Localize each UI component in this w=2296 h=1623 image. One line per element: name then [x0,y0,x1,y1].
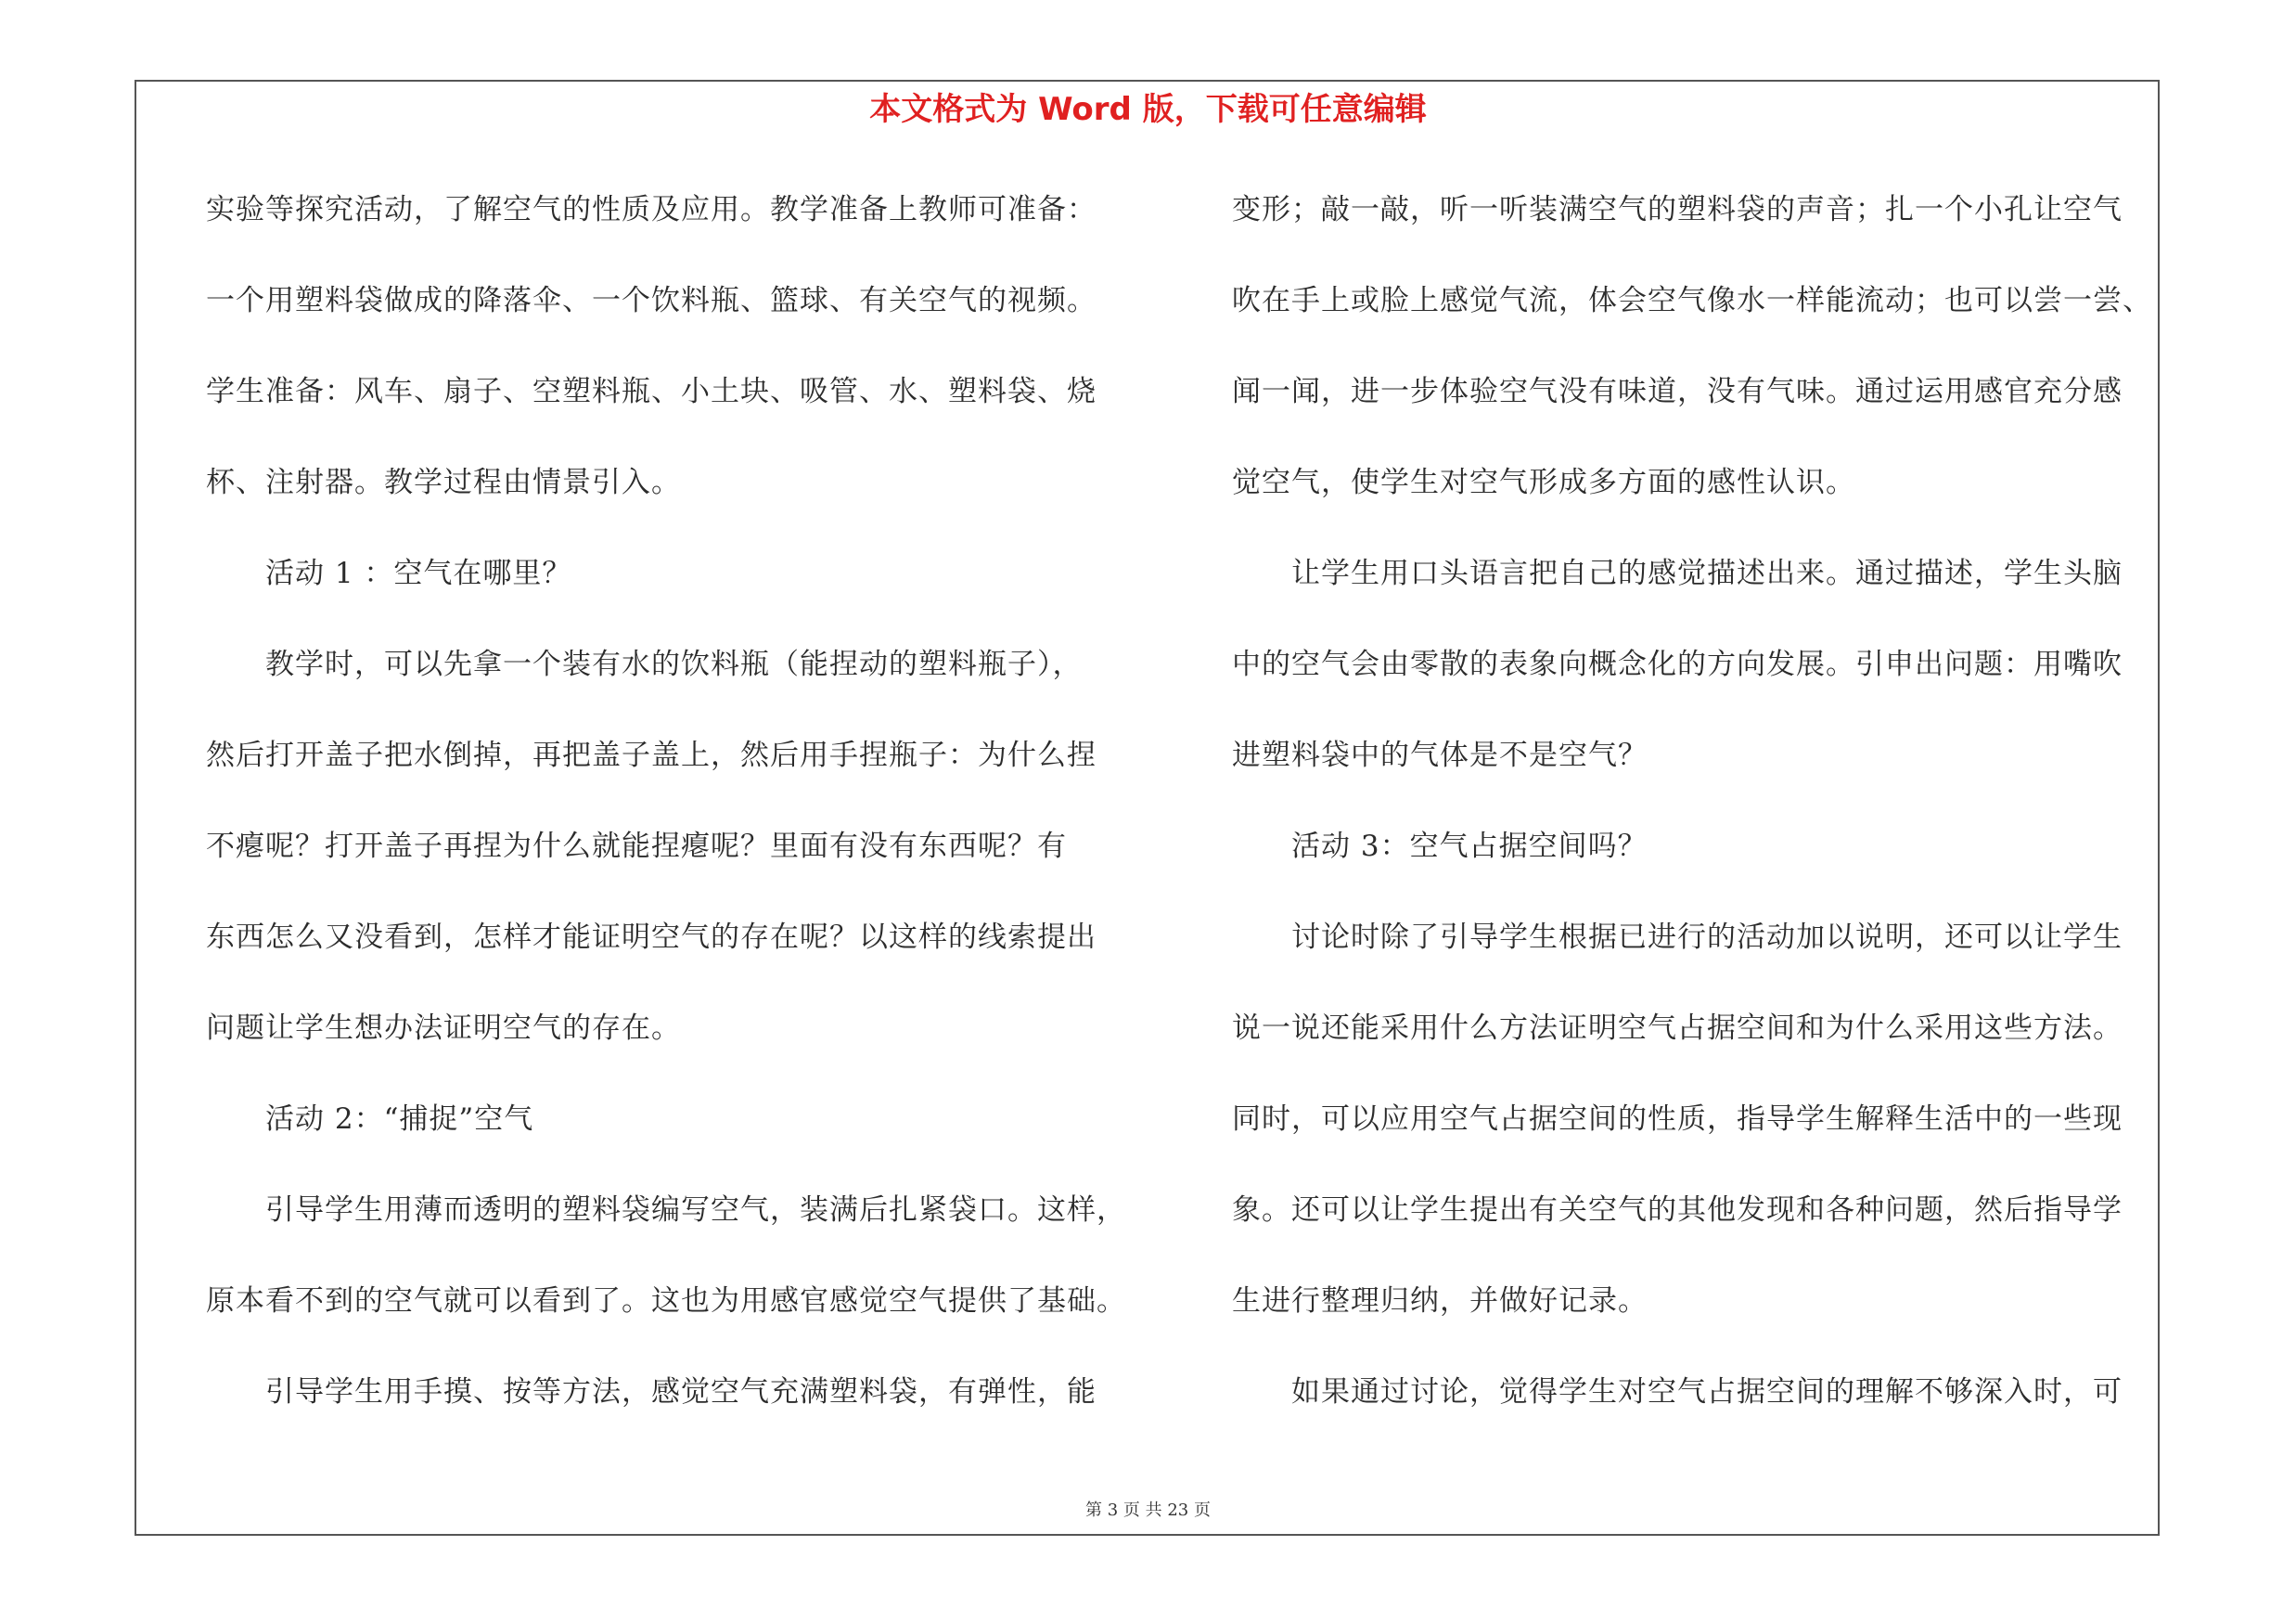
body-line: 闻一闻，进一步体验空气没有味道，没有气味。通过运用感官充分感 [1232,375,2123,408]
section-heading: 活动 3：空气占据空间吗？ [1232,830,1648,863]
body-line: 吹在手上或脸上感觉气流，体会空气像水一样能流动；也可以尝一尝、 [1232,284,2152,317]
section-heading: 活动 2：“捕捉”空气 [206,1102,534,1136]
body-line: 变形；敲一敲，听一听装满空气的塑料袋的声音；扎一个小孔让空气 [1232,193,2123,226]
body-line: 同时，可以应用空气占据空间的性质，指导学生解释生活中的一些现 [1232,1102,2123,1136]
body-line: 实验等探究活动，了解空气的性质及应用。教学准备上教师可准备： [206,193,1097,226]
body-line: 讨论时除了引导学生根据已进行的活动加以说明，还可以让学生 [1232,921,2123,954]
body-line: 中的空气会由零散的表象向概念化的方向发展。引申出问题：用嘴吹 [1232,648,2123,681]
body-line: 东西怎么又没看到，怎样才能证明空气的存在呢？以这样的线索提出 [206,921,1097,954]
body-line: 象。还可以让学生提出有关空气的其他发现和各种问题，然后指导学 [1232,1193,2123,1227]
body-line: 原本看不到的空气就可以看到了。这也为用感官感觉空气提供了基础。 [206,1284,1126,1318]
body-line: 问题让学生想办法证明空气的存在。 [206,1011,681,1045]
left-column [206,182,1152,1455]
body-line: 学生准备：风车、扇子、空塑料瓶、小土块、吸管、水、塑料袋、烧 [206,375,1097,408]
body-line: 说一说还能采用什么方法证明空气占据空间和为什么采用这些方法。 [1232,1011,2123,1045]
header-banner: 本文格式为 Word 版，下载可任意编辑 [869,91,1427,128]
body-line: 让学生用口头语言把自己的感觉描述出来。通过描述，学生头脑 [1232,557,2123,590]
body-line: 杯、注射器。教学过程由情景引入。 [206,466,681,499]
body-line: 如果通过讨论，觉得学生对空气占据空间的理解不够深入时，可 [1232,1375,2123,1409]
right-column [1232,182,2169,1455]
body-line: 引导学生用薄而透明的塑料袋编写空气，装满后扎紧袋口。这样， [206,1193,1126,1227]
body-line: 一个用塑料袋做成的降落伞、一个饮料瓶、篮球、有关空气的视频。 [206,284,1097,317]
page-number-footer: 第 3 页 共 23 页 [1085,1501,1211,1520]
body-line: 教学时，可以先拿一个装有水的饮料瓶（能捏动的塑料瓶子）， [206,648,1083,681]
body-line: 引导学生用手摸、按等方法，感觉空气充满塑料袋，有弹性，能 [206,1375,1097,1409]
body-line: 不瘪呢？打开盖子再捏为什么就能捏瘪呢？里面有没有东西呢？有 [206,830,1067,863]
body-line: 进塑料袋中的气体是不是空气？ [1232,739,1648,772]
body-line: 生进行整理归纳，并做好记录。 [1232,1284,1648,1318]
body-line: 然后打开盖子把水倒掉，再把盖子盖上，然后用手捏瓶子：为什么捏 [206,739,1097,772]
body-line: 觉空气，使学生对空气形成多方面的感性认识。 [1232,466,1855,499]
section-heading: 活动 1 ：空气在哪里？ [206,557,572,590]
